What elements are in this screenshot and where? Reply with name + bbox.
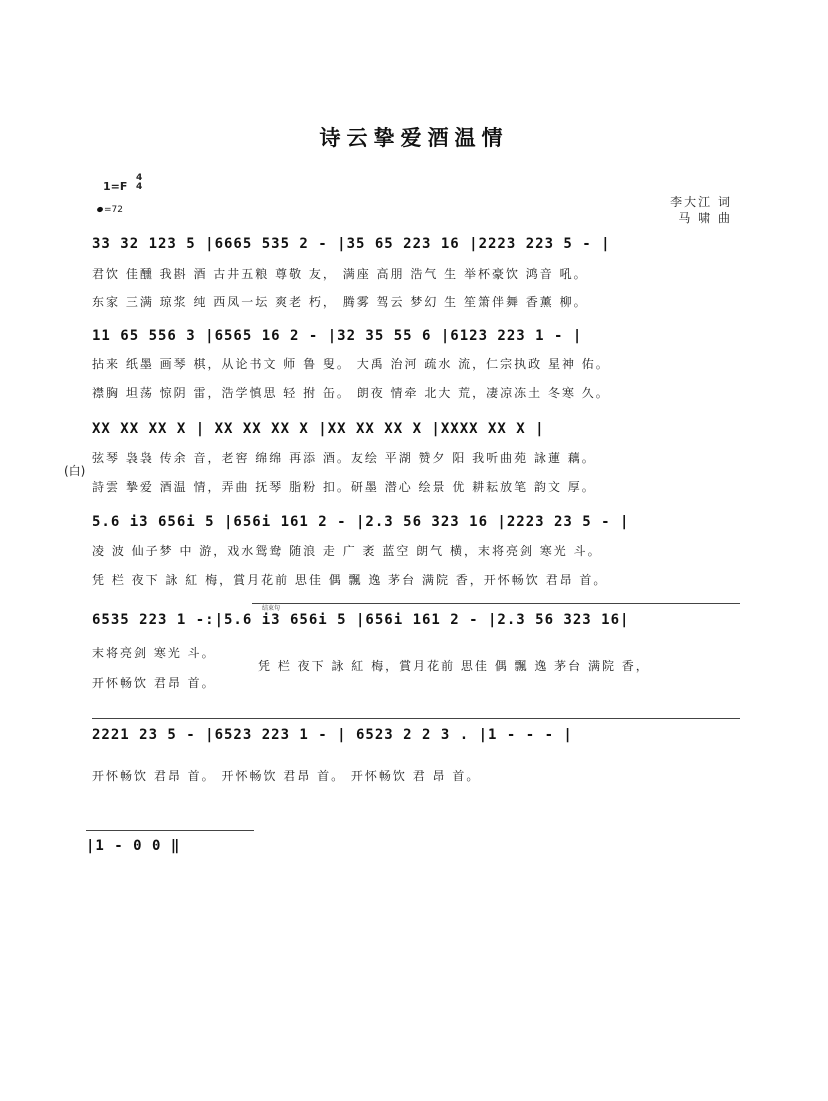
lyric-line-3b: 詩雲 摯爱 酒温 情，弄曲 抚琴 脂粉 扣。研墨 潜心 绘景 优 耕耘放笔 韵文 厚。: [92, 480, 596, 494]
notation-line-3: XX XX XX X | XX XX XX X |XX XX XX X |XXXX XX X |: [92, 421, 545, 437]
lyric-line-3a: 弦琴 袅袅 传余 音，老窖 绵绵 再添 酒。友绘 平湖 赞夕 阳 我听曲苑 詠蓮 藕。: [92, 451, 596, 465]
ending-tag: 结束句: [262, 605, 281, 612]
lyric-line-6: 开怀畅饮 君昂 首。 开怀畅饮 君昂 首。 开怀畅饮 君 昂 首。: [92, 769, 481, 783]
notation-line-2: 11 65 556 3 |6565 16 2 - |32 35 55 6 |6123 223 1 - |: [92, 328, 583, 344]
tempo-marking: =72: [97, 205, 123, 215]
lyric-line-5c: 凭 栏 夜下 詠 紅 梅，賞月花前 思佳 偶 飄 逸 茅台 满院 香，: [258, 659, 650, 673]
notation-line-6: 2221 23 5 - |6523 223 1 - | 6523 2 2 3 . |1 - - - |: [92, 727, 573, 743]
composer-credit: 马 啸 曲: [678, 211, 732, 225]
lyric-line-5a: 末将亮剑 寒光 斗。: [92, 646, 216, 660]
lyricist-credit: 李大江 词: [670, 195, 732, 209]
lyric-line-5b: 开怀畅饮 君昂 首。: [92, 676, 216, 690]
key-signature: 1=F: [103, 180, 128, 193]
lyric-line-4a: 凌 波 仙子梦 中 游，戏水鸳鸯 随浪 走 广 袤 蓝空 朗气 横，末将亮剑 寒光 斗。: [92, 544, 602, 558]
lyric-line-1a: 君饮 佳醺 我斟 酒 古井五粮 尊敬 友， 满座 高朋 浩气 生 举杯豪饮 鸿音 吼。: [92, 267, 588, 281]
ending-bracket-line: [252, 603, 740, 604]
separator-line: [92, 718, 740, 719]
notation-line-7: |1 - 0 0 ‖: [86, 838, 181, 854]
notation-line-4: 5.6 i3 656i 5 |656i 161 2 - |2.3 56 323 16 |2223 23 5 - |: [92, 514, 630, 530]
notation-line-1: 33 32 123 5 |6665 535 2 - |35 65 223 16 |2223 223 5 - |: [92, 236, 611, 252]
lyric-line-2b: 襟胸 坦荡 惊阴 雷，浩学慎思 轻 拊 缶。 朗夜 情牵 北大 荒，凄凉冻土 冬寒 久。: [92, 386, 610, 400]
notation-line-5: 6535 223 1 -:|5.6 i3 656i 5 |656i 161 2 - |2.3 56 323 16|: [92, 612, 630, 628]
speaker-marking: (白): [64, 464, 86, 478]
lyric-line-2a: 拈来 纸墨 画琴 棋，从论书文 师 鲁 叟。 大禹 治河 疏水 流，仁宗执政 星神 佑。: [92, 357, 610, 371]
lyric-line-4b: 凭 栏 夜下 詠 紅 梅，賞月花前 思佳 偶 飄 逸 茅台 满院 香，开怀畅饮 君昂 首。: [92, 573, 608, 587]
time-signature: 4 4: [136, 173, 143, 192]
final-bracket-line: [86, 830, 254, 831]
song-title: 诗云挚爱酒温情: [319, 125, 509, 150]
quarter-note-icon: [96, 206, 103, 213]
lyric-line-1b: 东家 三满 琼浆 纯 西凤一坛 爽老 朽， 腾雾 驾云 梦幻 生 笙箫伴舞 香薰 柳。: [92, 295, 588, 309]
